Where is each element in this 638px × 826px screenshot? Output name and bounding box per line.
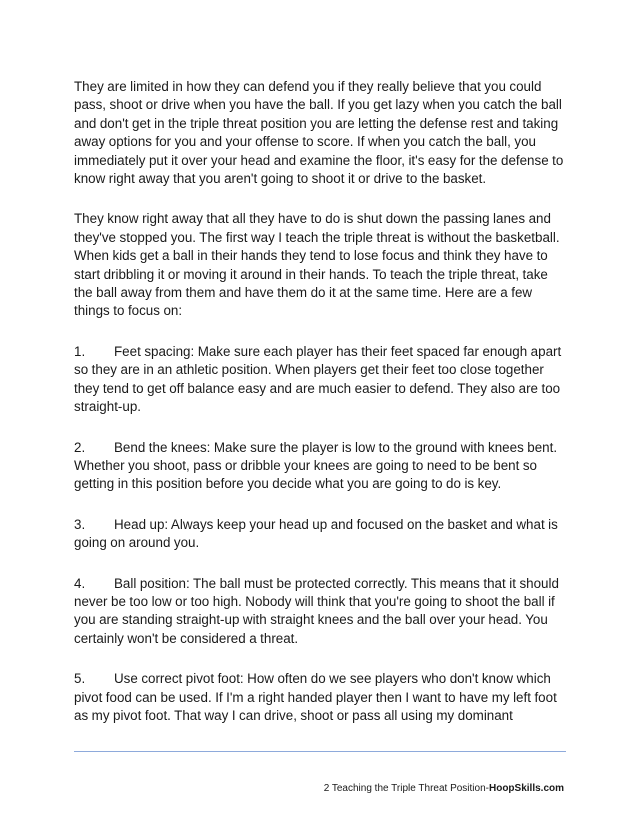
- footer-brand: HoopSkills.com: [488, 783, 564, 794]
- paragraph: They are limited in how they can defend you if they really believe that you could pass, shoot or drive when you have the ball. If you get lazy when you catch the ball and don't get in the triple threat position you are letting the defense rest and taking away options for you and your offense to score. If when you catch the ball, you immediately put it over your head and examine the floor, it's easy for the defense to know right away that you aren't going to shoot it or drive to the basket.: [74, 79, 564, 187]
- list-number: 5.: [74, 671, 86, 687]
- list-item: [74, 670, 566, 725]
- list-text: Head up: Always keep your head up and focused on the basket and what is going on around you.: [74, 516, 558, 551]
- footer-divider: [74, 751, 566, 752]
- list-number: 3.: [74, 516, 86, 532]
- list-item: [74, 439, 566, 494]
- list-text: Bend the knees: Make sure the player is low to the ground with knees bent. Whether you shoot, pass or dribble your knees are going to need to be bent so getting in this position before you decide what you are going to do is key.: [74, 439, 558, 492]
- page-number: 2: [323, 783, 330, 794]
- list-item: [74, 343, 566, 417]
- page-footer: [324, 783, 564, 795]
- footer-title: Teaching the Triple Threat Position-: [331, 783, 489, 794]
- paragraph: They know right away that all they have to do is shut down the passing lanes and they've stopped you. The first way I teach the triple threat is without the basketball. When kids get a ball in their hands they tend to lose focus and think they have to start dribbling it or moving it around in their hands. To teach the triple threat, take the ball away from them and have them do it at the same time. Here are a few things to focus on:: [74, 211, 560, 319]
- list-number: 4.: [74, 575, 86, 591]
- list-number: 2.: [74, 439, 86, 455]
- list-number: 1.: [74, 343, 86, 359]
- list-item: [74, 575, 566, 649]
- list-text: Feet spacing: Make sure each player has their feet spaced far enough apart so they are in an athletic position. When players get their feet too close together they tend to get off balance easy and are much easier to defend. They also are too straight-up.: [74, 343, 562, 415]
- list-item: [74, 516, 566, 553]
- body-text: [74, 78, 566, 747]
- list-text: Use correct pivot foot: How often do we see players who don't know which pivot food can be used. If I'm a right handed player then I want to have my left foot as my pivot foot. That way I can drive, shoot or pass all using my dominant: [74, 671, 557, 723]
- list-text: Ball position: The ball must be protected correctly. This means that it should never be too low or too high. Nobody will think that you're going to shoot the ball if you are standing straight-up with straight knees and the ball over your head. You certainly won't be considered a threat.: [74, 575, 559, 646]
